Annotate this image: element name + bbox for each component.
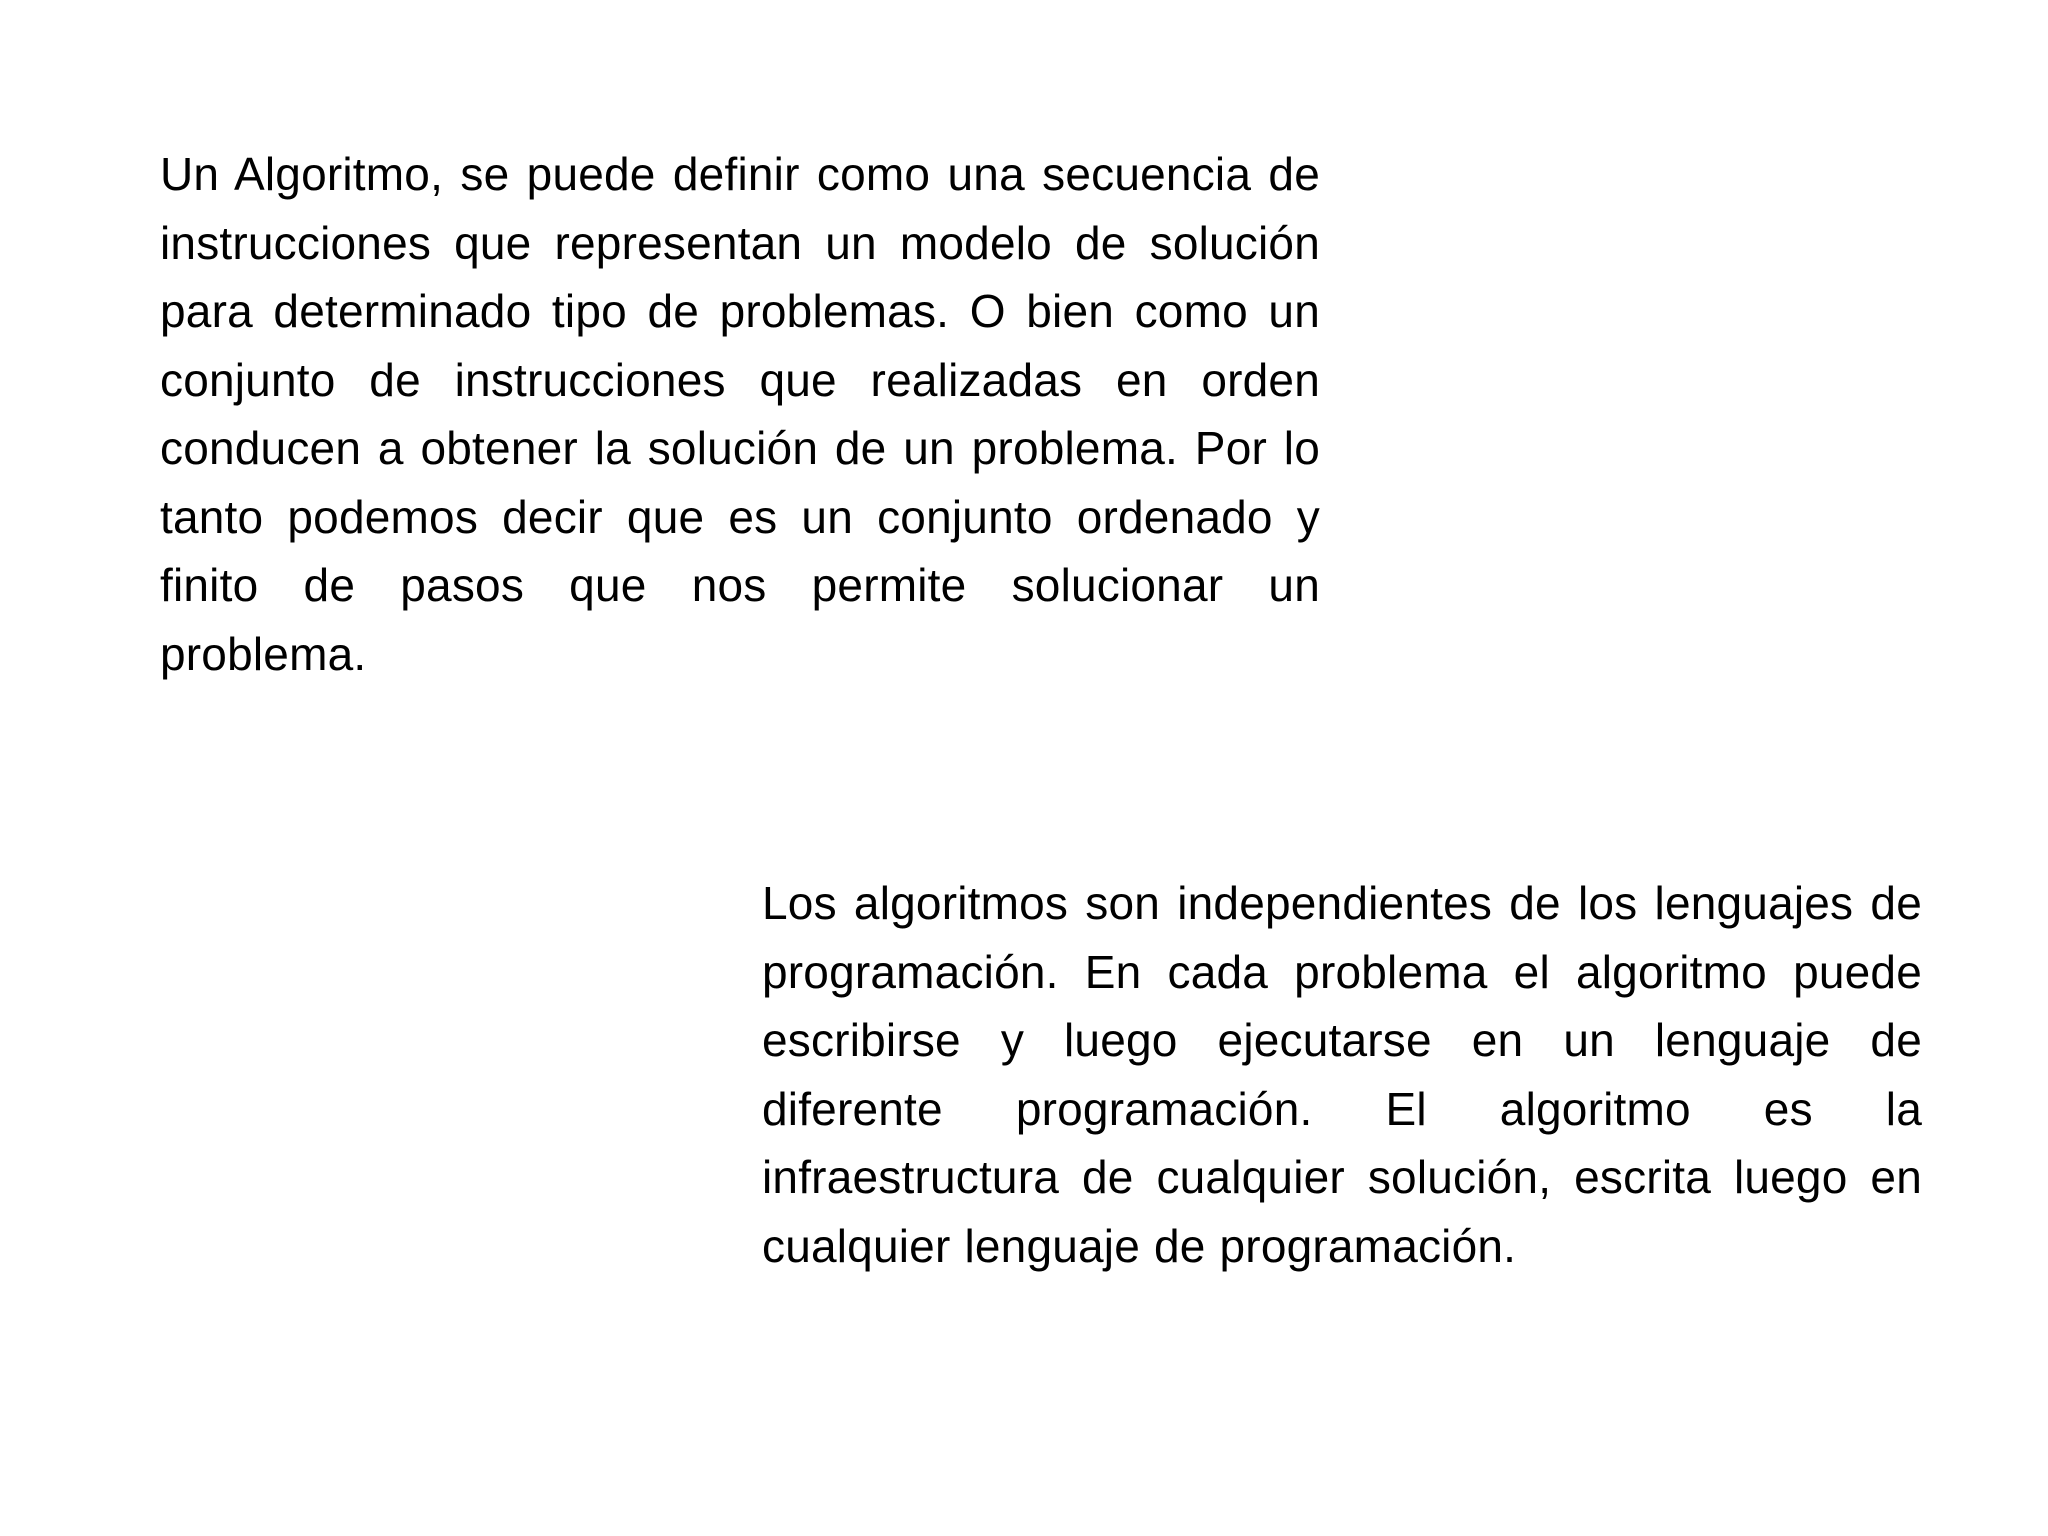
algorithm-independence-paragraph: Los algoritmos son independientes de los lenguajes de programación. En cada problema el algoritmo puede escribirse y luego ejecutarse en un lenguaje de diferente programación. El algoritmo es la infraestructura de cualquier solución, escrita luego en cualquier lenguaje de programación. <box>762 877 1922 1272</box>
algorithm-definition-paragraph: Un Algoritmo, se puede definir como una secuencia de instrucciones que representan un modelo de solución para determinado tipo de problemas. O bien como un conjunto de instrucciones que realizadas en orden conducen a obtener la solución de un problema. Por lo tanto podemos decir que es un conjunto ordenado y finito de pasos que nos permite solucionar un problema. <box>160 148 1320 680</box>
